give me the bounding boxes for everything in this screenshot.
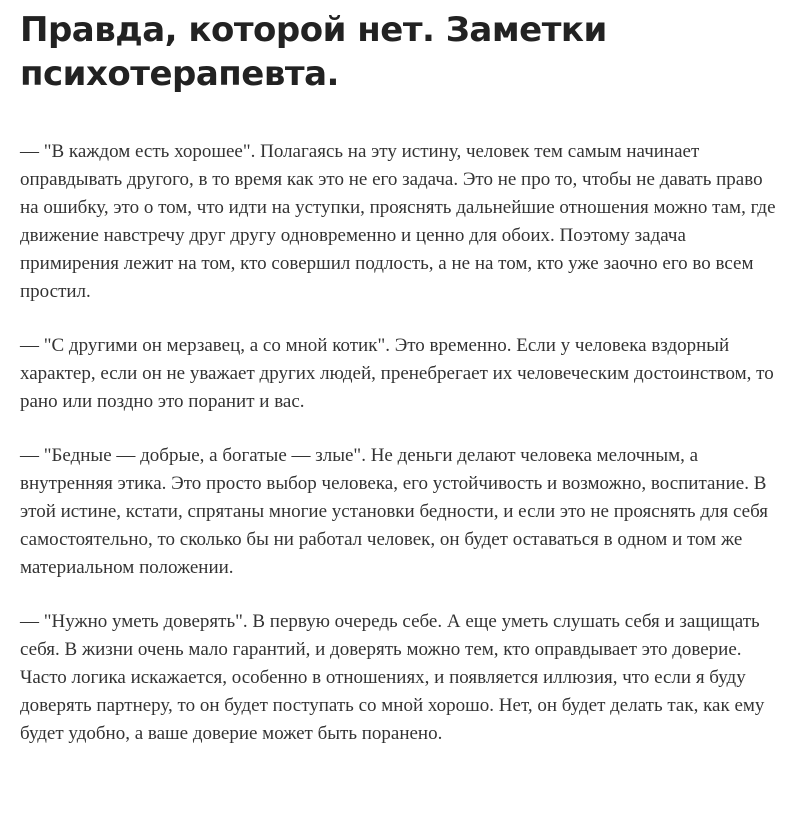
article-paragraph: — "Бедные — добрые, а богатые — злые". Не деньги делают человека мелочным, а внутренняя этика. Это просто выбор человека, его устойчивость и возможно, воспитание. В этой истине, кстати, спрятаны многие установки бедности, и если это не прояснять для себя самостоятельно, то сколько бы ни работал человек, он будет оставаться в одном и том же материальном положении. [20,445,769,578]
article-title: Правда, которой нет. Заметки психотерапевта. [20,10,607,94]
article [20,0,780,774]
article-body [20,138,780,748]
article-paragraph: — "В каждом есть хорошее". Полагаясь на эту истину, человек тем самым начинает оправдывать другого, в то время как это не его задача. Это не про то, чтобы не давать право на ошибку, это о том, что идти на уступки, прояснять дальнейшие отношения можно там, где движение навстречу друг другу одновременно и ценно для обоих. Поэтому задача примирения лежит на том, кто совершил подлость, а не на том, кто уже заочно его во всем простил. [20,141,776,302]
article-paragraph: — "С другими он мерзавец, а со мной котик". Это временно. Если у человека вздорный характер, если он не уважает других людей, пренебрегает их человеческим достоинством, то рано или поздно это поранит и вас. [20,335,774,412]
article-paragraph: — "Нужно уметь доверять". В первую очередь себе. А еще уметь слушать себя и защищать себя. В жизни очень мало гарантий, и доверять можно тем, кто оправдывает это доверие. Часто логика искажается, особенно в отношениях, и появляется иллюзия, что если я буду доверять партнеру, то он будет поступать со мной хорошо. Нет, он будет делать так, как ему будет удобно, а ваше доверие может быть поранено. [20,611,765,744]
